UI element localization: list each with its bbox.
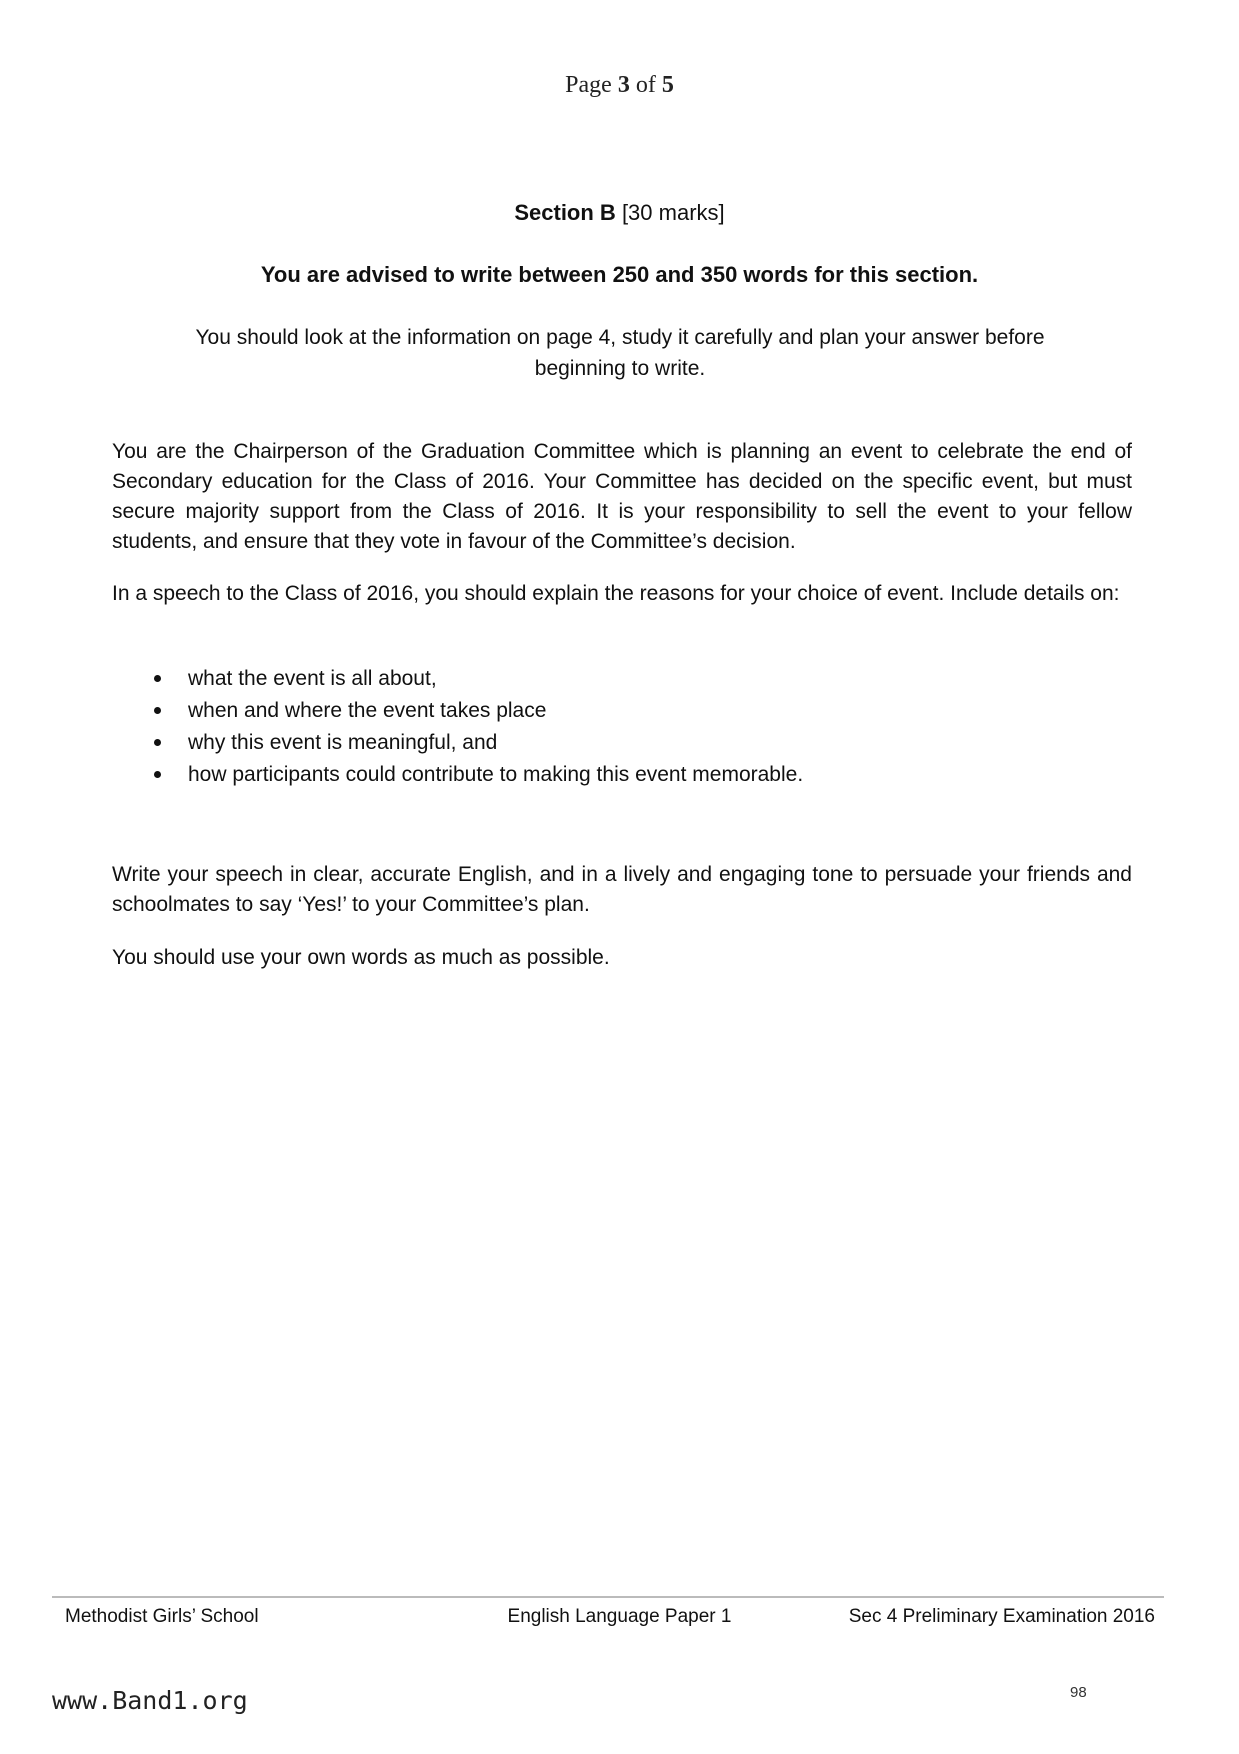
footer-school: Methodist Girls’ School <box>65 1606 259 1627</box>
section-marks: [30 marks] <box>621 200 725 225</box>
page-count: 98 <box>1070 1684 1087 1701</box>
list-item: why this event is meaningful, and <box>148 727 1048 759</box>
watermark-url: www.Band1.org <box>52 1686 248 1715</box>
footer-exam: Sec 4 Preliminary Examination 2016 <box>848 1606 1155 1627</box>
bullet-icon <box>154 707 161 714</box>
bullet-icon <box>154 771 161 778</box>
section-name: Section B <box>514 200 616 225</box>
style-instruction-paragraph: Write your speech in clear, accurate English, and in a lively and engaging tone to persuade your friends and schoolmates to say ‘Yes!’ to your Committee’s plan. <box>112 863 1132 916</box>
footer-divider <box>52 1596 1164 1598</box>
planning-instruction: You should look at the information on page 4, study it carefully and plan your answer before beginning to write. <box>195 326 1045 380</box>
task-requirement-paragraph: In a speech to the Class of 2016, you should explain the reasons for your choice of event. Include details on: <box>112 582 1120 605</box>
page-number: Page 3 of 5 <box>565 72 674 98</box>
own-words-paragraph: You should use your own words as much as possible. <box>112 946 610 969</box>
bullet-icon <box>154 739 161 746</box>
section-title <box>0 200 1239 226</box>
bullet-icon <box>154 675 161 682</box>
list-item: how participants could contribute to making this event memorable. <box>148 759 1048 791</box>
details-list <box>148 663 1048 791</box>
task-scenario-paragraph: You are the Chairperson of the Graduation Committee which is planning an event to celebrate the end of Secondary education for the Class of 2016. Your Committee has decided on the specific event, but must secure majority support from the Class of 2016. It is your responsibility to sell the event to your fellow students, and ensure that they vote in favour of the Committee’s decision. <box>112 440 1132 553</box>
footer-paper: English Language Paper 1 <box>507 1606 732 1627</box>
list-item: when and where the event takes place <box>148 695 1048 727</box>
word-count-advice: You are advised to write between 250 and 350 words for this section. <box>260 262 979 287</box>
list-item: what the event is all about, <box>148 663 1048 695</box>
